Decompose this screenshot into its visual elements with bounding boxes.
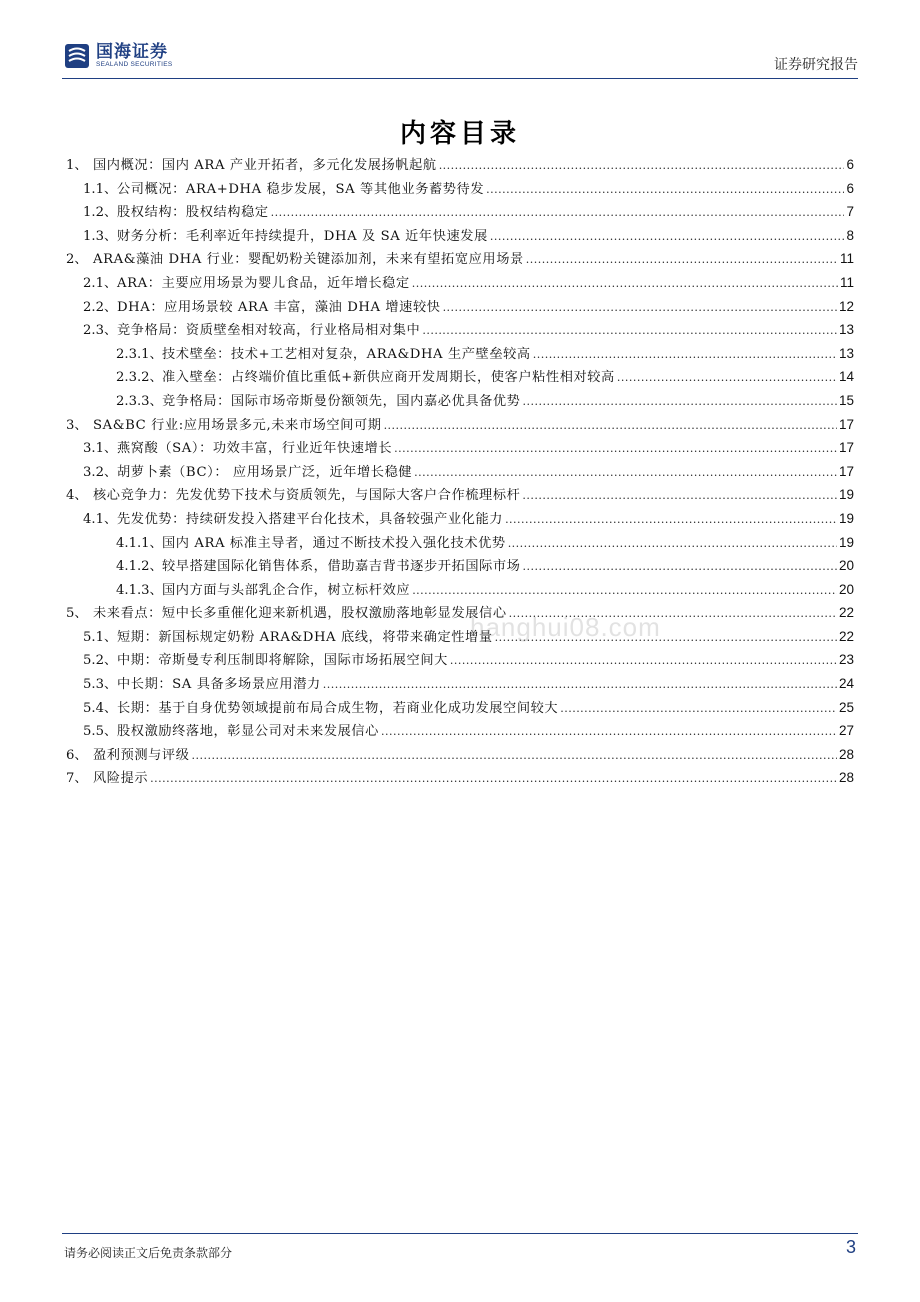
- toc-leader-dots: [381, 725, 837, 738]
- toc-entry[interactable]: [66, 673, 854, 697]
- toc-leader-dots: [490, 230, 845, 243]
- toc-entry-title: 风险提示: [93, 771, 149, 787]
- toc-entry-page: 24: [838, 676, 854, 692]
- toc-entry-page: 13: [838, 345, 854, 361]
- toc-leader-dots: [533, 348, 837, 361]
- toc-entry-number: 2.3.1、: [116, 346, 163, 362]
- toc-entry-number: 5.5、: [83, 724, 118, 740]
- toc-leader-dots: [412, 277, 838, 290]
- toc-entry[interactable]: [66, 225, 854, 249]
- toc-entry-page: 17: [838, 416, 854, 432]
- toc-entry-title: 中长期：SA 具备多场景应用潜力: [117, 677, 321, 693]
- toc-entry-number: 1.1、: [83, 181, 118, 197]
- toc-entry-number: 2.3.3、: [116, 393, 163, 409]
- toc-entry-title: DHA：应用场景较 ARA 丰富，藻油 DHA 增速较快: [117, 299, 441, 315]
- toc-entry-number: 3.2、: [83, 464, 118, 480]
- toc-entry-number: 4.1.2、: [116, 559, 163, 575]
- toc-leader-dots: [384, 419, 837, 432]
- toc-entry-title: 公司概况：ARA+DHA 稳步发展，SA 等其他业务蓄势待发: [117, 181, 485, 197]
- toc-entry-title: 国内 ARA 标准主导者，通过不断技术投入强化技术优势: [162, 535, 506, 551]
- toc-entry-title: 竞争格局：国际市场帝斯曼份额领先，国内嘉必优具备优势: [162, 393, 521, 409]
- toc-entry-page: 6: [846, 157, 854, 172]
- toc-entry[interactable]: [66, 366, 854, 390]
- toc-entry-title: 国内概况：国内 ARA 产业开拓者，多元化发展扬帆起航: [93, 158, 437, 173]
- toc-entry-page: 19: [838, 487, 854, 503]
- toc-entry[interactable]: [66, 720, 854, 744]
- toc-entry[interactable]: [66, 767, 854, 791]
- toc-entry[interactable]: [66, 248, 854, 272]
- toc-entry[interactable]: [66, 697, 854, 721]
- toc-entry[interactable]: [66, 461, 854, 485]
- toc-entry-page: 11: [839, 251, 854, 267]
- toc-entry-number: 2.3、: [83, 323, 118, 339]
- report-type-label: 证券研究报告: [774, 57, 858, 73]
- page-number: 3: [845, 1237, 856, 1257]
- toc-entry-number: 2.2、: [83, 299, 118, 315]
- toc-entry-number: 6、: [66, 747, 88, 763]
- toc-entry-title: 国内方面与头部乳企合作，树立标杆效应: [162, 582, 411, 598]
- toc-leader-dots: [412, 584, 837, 597]
- toc-entry-title: 短期：新国标规定奶粉 ARA&DHA 底线，将带来确定性增量: [117, 629, 493, 645]
- toc-leader-dots: [560, 702, 837, 715]
- toc-entry-page: 27: [838, 723, 854, 739]
- toc-entry-number: 5.3、: [83, 677, 118, 693]
- toc-title: 内容目录: [399, 119, 520, 149]
- page-header: [62, 40, 858, 79]
- toc-entry-title: 先发优势：持续研发投入搭建平台化技术，具备较强产业化能力: [117, 511, 504, 527]
- toc-entry-page: 20: [838, 558, 854, 574]
- toc-entry[interactable]: [66, 744, 854, 768]
- toc-entry-page: 7: [846, 204, 854, 220]
- toc-entry[interactable]: [66, 178, 854, 202]
- toc-leader-dots: [522, 560, 836, 573]
- toc-leader-dots: [414, 466, 837, 479]
- toc-entry-title: 中期：帝斯曼专利压制即将解除，国际市场拓展空间大: [117, 653, 448, 669]
- toc-entry-title: ARA：主要应用场景为婴儿食品，近年增长稳定: [117, 275, 410, 291]
- toc-leader-dots: [192, 749, 837, 762]
- toc-entry-page: 23: [838, 652, 854, 668]
- toc-entry-number: 7、: [66, 771, 88, 787]
- toc-entry[interactable]: [66, 319, 854, 343]
- toc-entry-page: 14: [838, 369, 854, 385]
- toc-entry-title: 胡萝卜素（BC）： 应用场景广泛，近年增长稳健: [117, 464, 413, 480]
- toc-entry-number: 4.1、: [83, 511, 118, 527]
- toc-leader-dots: [505, 513, 837, 526]
- toc-entry-title: 盈利预测与评级: [93, 747, 190, 763]
- toc-entry-number: 2.1、: [83, 275, 118, 291]
- toc-entry[interactable]: [66, 437, 854, 461]
- toc-entry-title: 股权结构：股权结构稳定: [117, 205, 269, 221]
- toc-entry-title: 竞争格局：资质壁垒相对较高，行业格局相对集中: [117, 323, 421, 339]
- toc-entry[interactable]: [66, 414, 854, 438]
- toc-entry-number: 4.1.3、: [116, 582, 163, 598]
- toc-entry-number: 5.1、: [83, 629, 118, 645]
- toc-leader-dots: [271, 206, 845, 219]
- toc-entry[interactable]: [66, 555, 854, 579]
- toc-entry-number: 3、: [66, 417, 88, 433]
- toc-entry[interactable]: [66, 296, 854, 320]
- toc-entry[interactable]: [66, 154, 854, 178]
- toc-entry-number: 4、: [66, 488, 88, 504]
- toc-leader-dots: [522, 395, 836, 408]
- toc-entry[interactable]: [66, 602, 854, 626]
- toc-entry[interactable]: [66, 626, 854, 650]
- toc-leader-dots: [617, 371, 837, 384]
- toc-entry-page: 25: [838, 699, 854, 715]
- toc-entry-title: 长期：基于自身优势领域提前布局合成生物，若商业化成功发展空间较大: [117, 700, 559, 716]
- toc-leader-dots: [486, 183, 844, 196]
- toc-entry-number: 1.2、: [83, 205, 118, 221]
- toc-entry-page: 17: [838, 440, 854, 456]
- toc-entry-page: 11: [839, 274, 854, 290]
- toc-entry-number: 1.3、: [83, 228, 118, 244]
- toc-entry-number: 2.3.2、: [116, 370, 163, 386]
- toc-entry-title: 较早搭建国际化销售体系，借助嘉吉背书逐步开拓国际市场: [162, 559, 521, 575]
- toc-leader-dots: [443, 301, 837, 314]
- toc-entry-title: 核心竞争力：先发优势下技术与资质领先，与国际大客户合作梳理标杆: [93, 488, 521, 504]
- toc-leader-dots: [422, 324, 837, 337]
- toc-leader-dots: [150, 772, 837, 785]
- toc-entry[interactable]: [66, 649, 854, 673]
- page-footer: [62, 1233, 858, 1260]
- toc-entry-number: 4.1.1、: [116, 535, 163, 551]
- toc-entry-page: 8: [846, 227, 854, 243]
- toc-entry-number: 5.4、: [83, 700, 118, 716]
- toc-entry[interactable]: [66, 390, 854, 414]
- table-of-contents: [66, 154, 854, 791]
- sealand-logo-icon: [64, 43, 90, 69]
- toc-entry-page: 28: [838, 770, 854, 786]
- toc-entry-number: 5、: [66, 606, 88, 622]
- toc-entry-page: 28: [838, 746, 854, 762]
- toc-entry-title: 准入壁垒：占终端价值比重低+新供应商开发周期长，使客户粘性相对较高: [162, 370, 615, 386]
- toc-entry-page: 12: [838, 298, 854, 314]
- toc-leader-dots: [323, 678, 837, 691]
- toc-entry[interactable]: [66, 508, 854, 532]
- toc-entry[interactable]: [66, 532, 854, 556]
- toc-entry-title: 未来看点：短中长多重催化迎来新机遇，股权激励落地彰显发展信心: [93, 606, 507, 622]
- toc-entry[interactable]: [66, 484, 854, 508]
- toc-leader-dots: [394, 442, 837, 455]
- toc-entry-title: 股权激励终落地，彰显公司对未来发展信心: [117, 724, 379, 740]
- toc-entry-page: 17: [838, 463, 854, 479]
- toc-entry-title: 燕窝酸（SA）：功效丰富，行业近年快速增长: [117, 441, 393, 457]
- toc-entry-page: 20: [838, 581, 854, 597]
- toc-entry-number: 3.1、: [83, 441, 118, 457]
- toc-entry-number: 5.2、: [83, 653, 118, 669]
- toc-entry[interactable]: [66, 579, 854, 603]
- toc-entry[interactable]: [66, 343, 854, 367]
- watermark: hanghui08.com: [470, 612, 661, 642]
- toc-leader-dots: [526, 253, 838, 266]
- toc-entry-title: SA&BC 行业:应用场景多元,未来市场空间可期: [93, 417, 382, 433]
- toc-entry-page: 13: [838, 322, 854, 338]
- toc-leader-dots: [508, 537, 837, 550]
- toc-entry-page: 19: [838, 534, 854, 550]
- toc-entry-number: 1、: [66, 158, 88, 173]
- toc-entry-page: 22: [838, 628, 854, 644]
- toc-entry-page: 15: [838, 392, 854, 408]
- toc-entry-title: ARA&藻油 DHA 行业：婴配奶粉关键添加剂，未来有望拓宽应用场景: [93, 252, 524, 268]
- logo-chinese-name: 国海证券: [96, 42, 168, 62]
- toc-entry-title: 财务分析：毛利率近年持续提升，DHA 及 SA 近年快速发展: [117, 228, 488, 244]
- toc-entry-page: 19: [838, 510, 854, 526]
- toc-entry[interactable]: [66, 272, 854, 296]
- logo-english-name: SEALAND SECURITIES: [96, 61, 173, 68]
- toc-entry-title: 技术壁垒：技术+工艺相对复杂，ARA&DHA 生产壁垒较高: [162, 346, 531, 362]
- disclaimer-text: 请务必阅读正文后免责条款部分: [64, 1246, 233, 1260]
- toc-leader-dots: [450, 654, 837, 667]
- toc-entry-page: 22: [838, 605, 854, 621]
- toc-entry-number: 2、: [66, 252, 88, 268]
- toc-leader-dots: [439, 159, 845, 172]
- toc-leader-dots: [522, 489, 837, 502]
- company-logo: [64, 43, 173, 69]
- toc-entry[interactable]: [66, 201, 854, 225]
- toc-entry-page: 6: [846, 180, 854, 196]
